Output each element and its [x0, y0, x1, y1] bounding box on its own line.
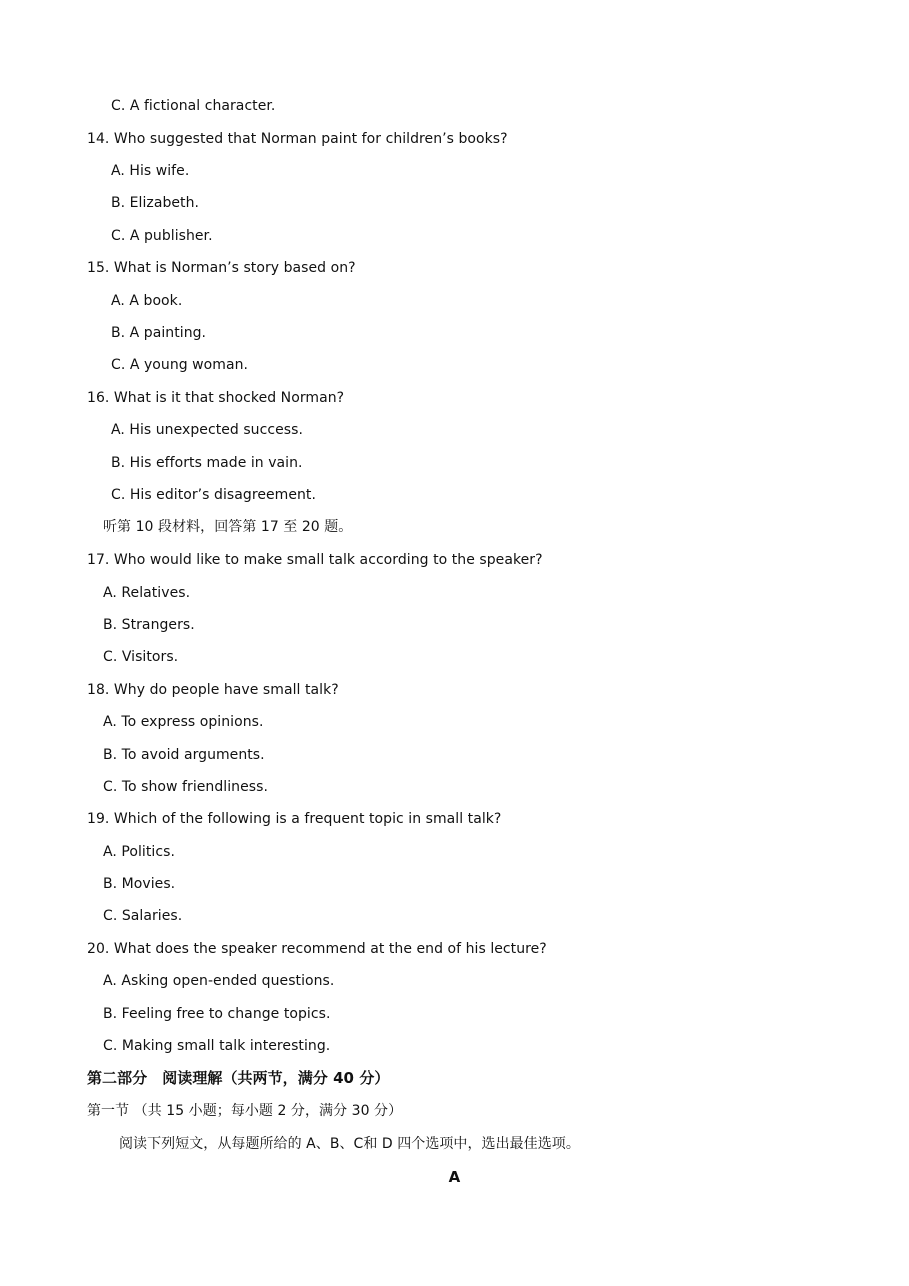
- q15-option-a: A. A book.: [111, 293, 183, 309]
- q20-option-b: B. Feeling free to change topics.: [103, 1006, 331, 1022]
- q20-question: 20. What does the speaker recommend at the end of his lecture?: [87, 941, 547, 957]
- q19-option-a: A. Politics.: [103, 844, 175, 860]
- q14-option-a: A. His wife.: [111, 163, 190, 179]
- q17-question: 17. Who would like to make small talk according to the speaker?: [87, 552, 543, 568]
- q16-option-b: B. His efforts made in vain.: [111, 455, 303, 471]
- passage-label: A: [448, 1168, 461, 1186]
- q16-option-c: C. His editor’s disagreement.: [111, 487, 316, 503]
- part2-section1-heading: 第一节 （共 15 小题；每小题 2 分，满分 30 分）: [87, 1103, 403, 1119]
- q18-question: 18. Why do people have small talk?: [87, 682, 339, 698]
- q18-option-a: A. To express opinions.: [103, 714, 264, 730]
- part2-heading: 第二部分 阅读理解（共两节，满分 40 分）: [87, 1069, 390, 1087]
- q19-option-c: C. Salaries.: [103, 908, 183, 924]
- part2-instruction: 阅读下列短文，从每题所给的 A、B、C和 D 四个选项中，选出最佳选项。: [119, 1136, 580, 1152]
- q15-option-b: B. A painting.: [111, 325, 207, 341]
- q17-option-a: A. Relatives.: [103, 585, 191, 601]
- q17-option-b: B. Strangers.: [103, 617, 195, 633]
- q14-option-b: B. Elizabeth.: [111, 195, 200, 211]
- q16-option-a: A. His unexpected success.: [111, 422, 303, 438]
- q15-question: 15. What is Norman’s story based on?: [87, 260, 356, 276]
- q19-question: 19. Which of the following is a frequent topic in small talk?: [87, 811, 502, 827]
- q14-option-c: C. A publisher.: [111, 228, 213, 244]
- q13-option-c: C. A fictional character.: [111, 98, 276, 114]
- q19-option-b: B. Movies.: [103, 876, 176, 892]
- q20-option-c: C. Making small talk interesting.: [103, 1038, 331, 1054]
- listening-instruction-10: 听第 10 段材料，回答第 17 至 20 题。: [103, 519, 353, 535]
- q18-option-c: C. To show friendliness.: [103, 779, 268, 795]
- q20-option-a: A. Asking open-ended questions.: [103, 973, 335, 989]
- q14-question: 14. Who suggested that Norman paint for children’s books?: [87, 131, 508, 147]
- q15-option-c: C. A young woman.: [111, 357, 249, 373]
- q18-option-b: B. To avoid arguments.: [103, 747, 265, 763]
- q16-question: 16. What is it that shocked Norman?: [87, 390, 345, 406]
- q17-option-c: C. Visitors.: [103, 649, 179, 665]
